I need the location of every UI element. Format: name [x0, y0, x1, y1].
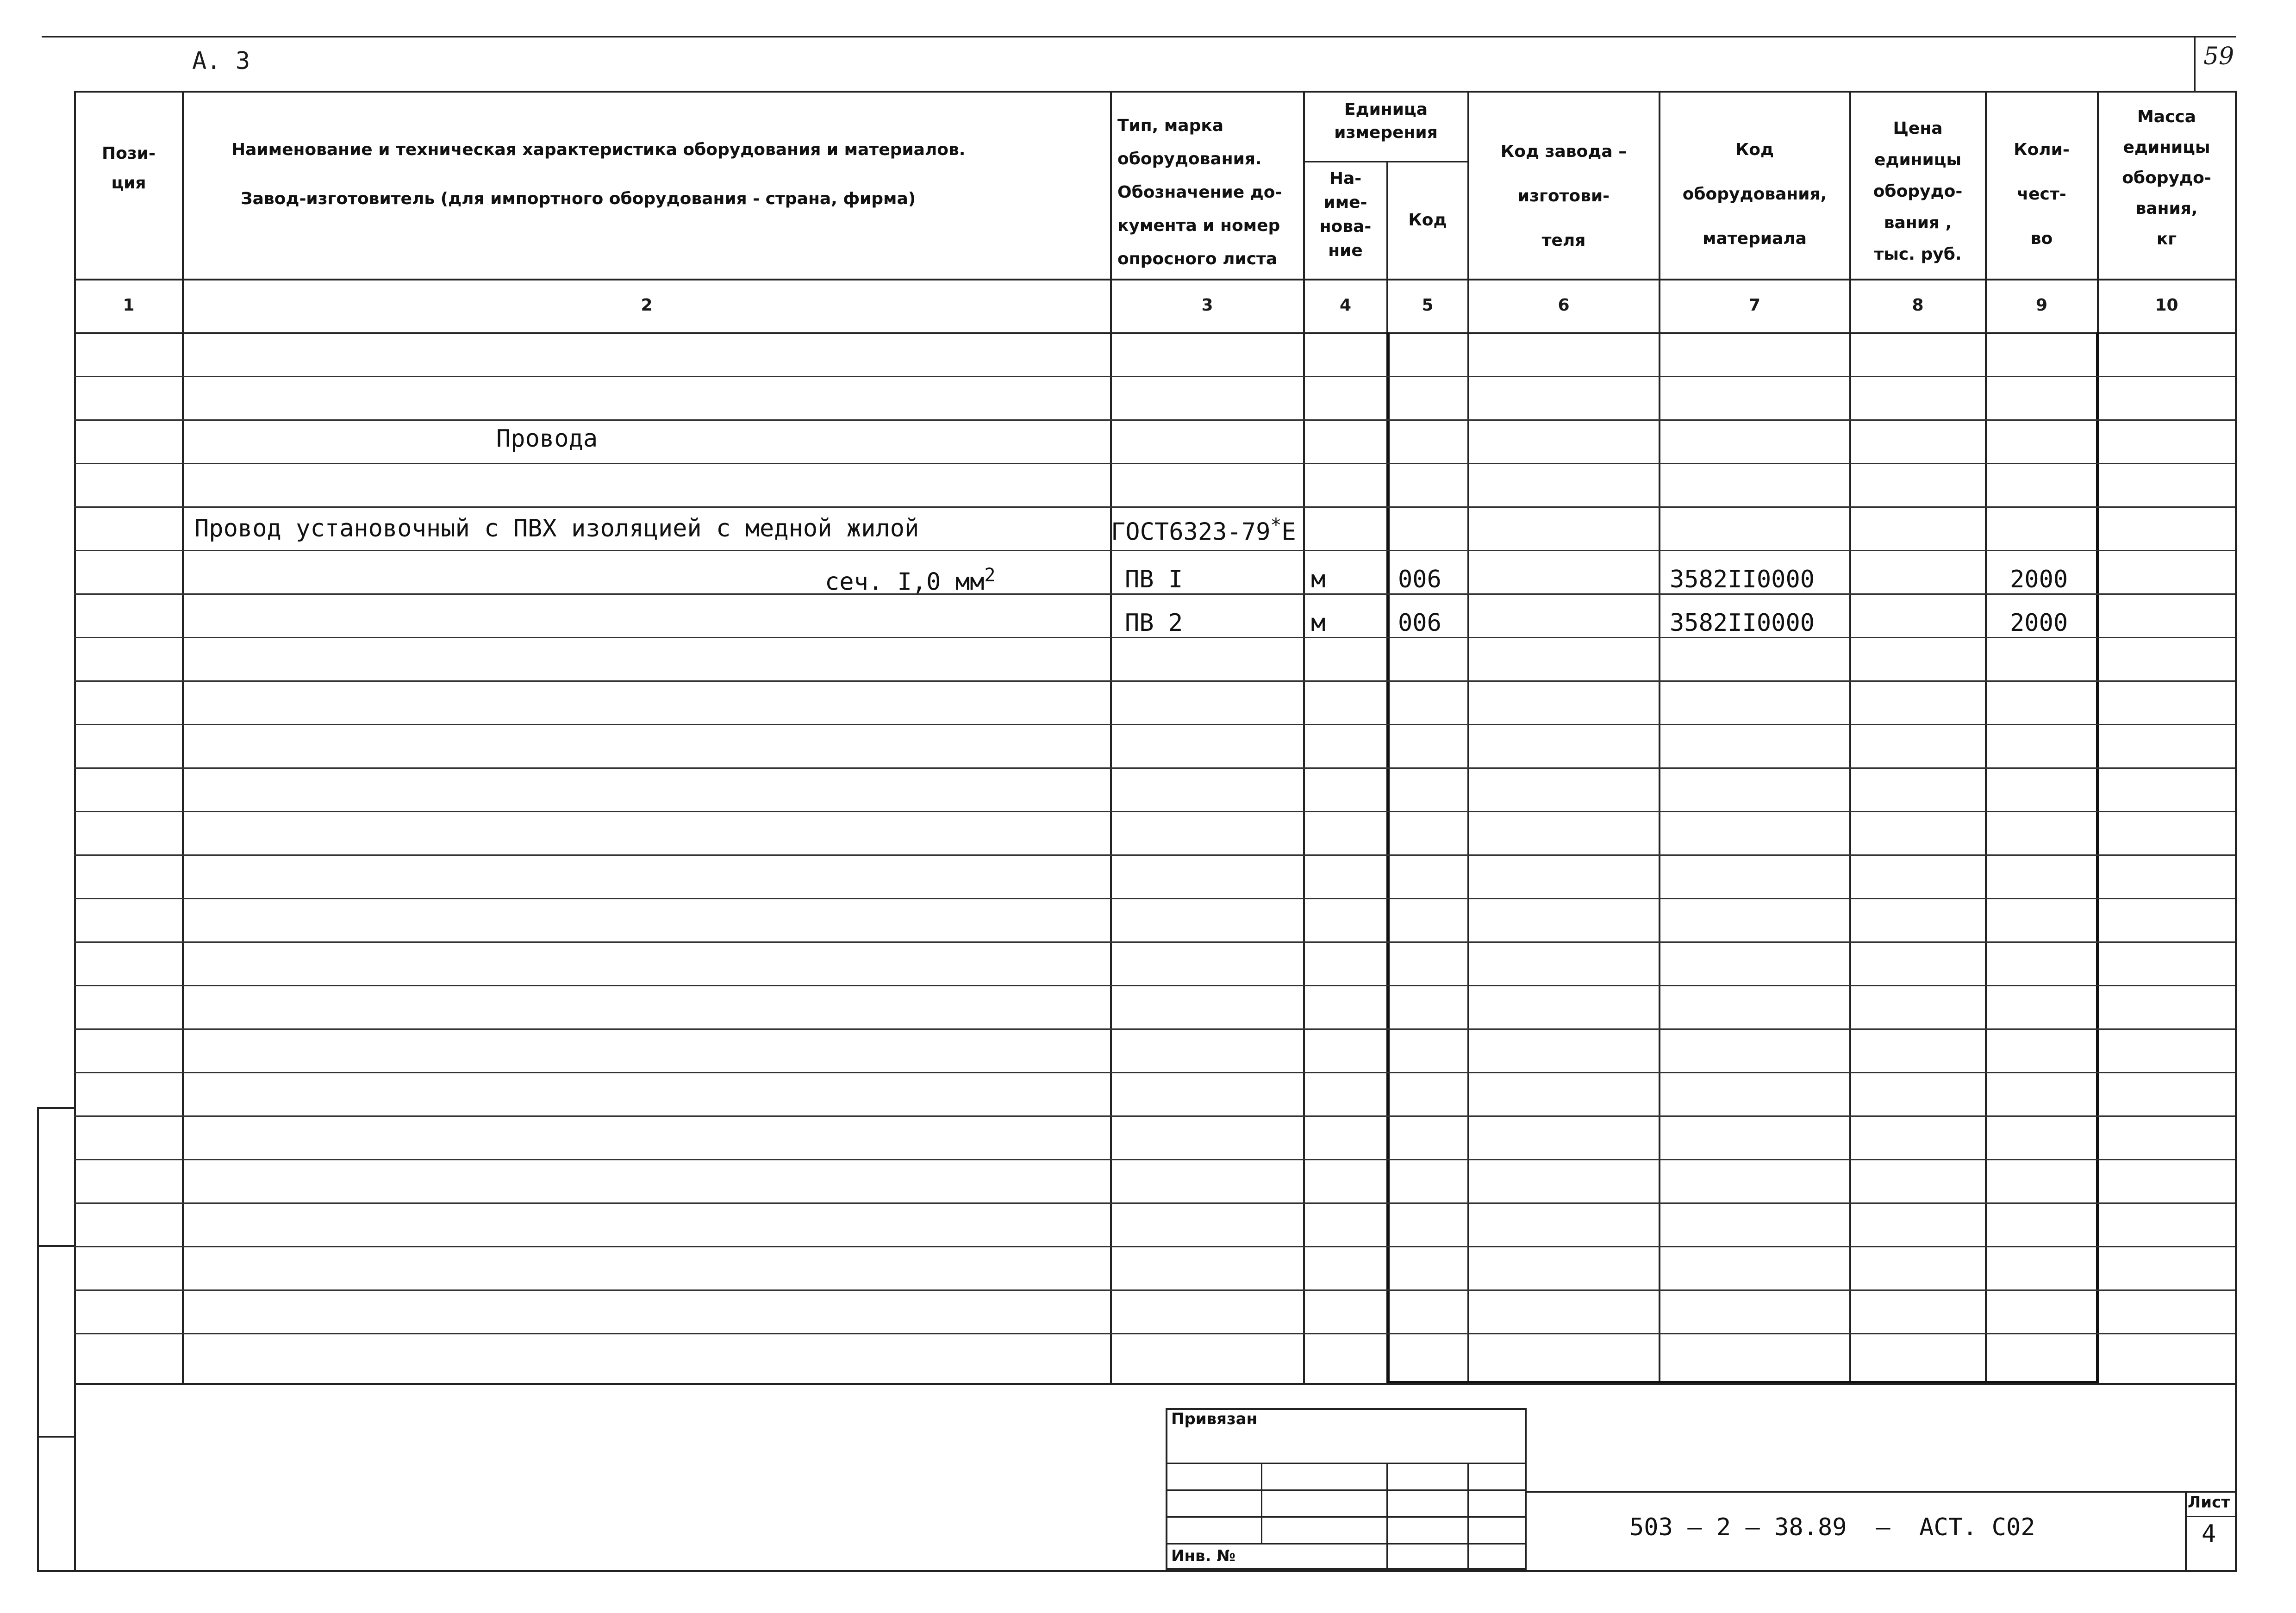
- col-sep-5: [1467, 91, 1469, 1384]
- title-block-bound-box: [1166, 1408, 1527, 1570]
- entry-unit-code: 006: [1398, 566, 1441, 593]
- row-line: [74, 637, 2235, 638]
- header-type: Тип, марка оборудования. Обозначение до- кумента и номер опросного листа: [1117, 116, 1282, 268]
- row-line: [74, 854, 2235, 856]
- colnum-5: 5: [1422, 296, 1434, 315]
- binding-edge: [37, 1107, 39, 1572]
- tb-line: [1166, 1516, 1527, 1518]
- header-unit-price: Цена единицы оборудо- вания , тыс. руб.: [1873, 119, 1963, 264]
- entry-material-code: 3582II0000: [1670, 609, 1815, 637]
- top-border: [42, 36, 2236, 37]
- entry-quantity: 2000: [2010, 609, 2068, 637]
- sheet-value: 4: [2202, 1520, 2216, 1548]
- thick-box-left: [1386, 332, 1390, 1384]
- row-line: [74, 985, 2235, 986]
- item-section-sup: 2: [984, 565, 996, 586]
- row-line: [74, 1028, 2235, 1030]
- col-sep-8: [1985, 91, 1987, 1384]
- col-sep-10: [2235, 91, 2237, 1572]
- entry-type: ПВ I: [1125, 566, 1183, 593]
- row-line: [74, 376, 2235, 377]
- colnum-1: 1: [123, 296, 135, 315]
- col-sep-6: [1659, 91, 1660, 1384]
- section-title: Провода: [496, 425, 598, 453]
- tb-line: [1166, 1489, 1527, 1491]
- header-unit-name: На- име- нова- ние: [1319, 169, 1372, 260]
- header-factory-code: Код завода – изготови- теля: [1500, 142, 1627, 250]
- row-line: [74, 680, 2235, 682]
- entry-material-code: 3582II0000: [1670, 566, 1815, 593]
- col-sep-3: [1303, 91, 1305, 1384]
- item-standard-tail: Е: [1281, 518, 1296, 546]
- header-unit-code: Код: [1408, 211, 1447, 230]
- row-line: [74, 1333, 2235, 1334]
- tb-line: [1166, 1543, 1527, 1544]
- item-section: [825, 565, 995, 596]
- header-unit-mass: Масса единицы оборудо- вания, кг: [2122, 107, 2211, 249]
- item-standard-sup: *: [1270, 515, 1282, 536]
- tb-vline: [1467, 1463, 1469, 1570]
- colnum-9: 9: [2035, 296, 2048, 315]
- page-bottom: [37, 1570, 2237, 1572]
- colnum-7: 7: [1748, 296, 1761, 315]
- tb-vline: [1386, 1463, 1388, 1570]
- tb-line: [1166, 1463, 1527, 1464]
- item-name: Провод установочный с ПВХ изоляцией с медной жилой: [194, 515, 919, 542]
- colnum-6: 6: [1558, 296, 1570, 315]
- row-line: [74, 506, 2235, 508]
- colnum-bottom: [74, 332, 2235, 334]
- row-line: [74, 811, 2235, 812]
- header-name-line2: Завод-изготовитель (для импортного оборудования - страна, фирма): [241, 189, 916, 208]
- header-unit-group: Единица измерения: [1334, 100, 1438, 142]
- bound-label: Привязан: [1171, 1410, 1258, 1428]
- header-equipment-code: Код оборудования, материала: [1682, 140, 1827, 248]
- thick-box-right: [2096, 332, 2099, 1384]
- col-sep-2: [1110, 91, 1112, 1384]
- row-line: [74, 1159, 2235, 1160]
- row-line: [74, 1289, 2235, 1291]
- row-line: [74, 1202, 2235, 1204]
- row-line: [74, 724, 2235, 725]
- item-standard-text: ГОСТ6323-79: [1111, 518, 1271, 546]
- header-position: Пози- ция: [102, 144, 156, 193]
- colnum-2: 2: [641, 296, 653, 315]
- col-sep-1: [182, 91, 184, 1384]
- page-number: 59: [2203, 43, 2234, 70]
- row-line: [74, 767, 2235, 769]
- sheet-mark: А. 3: [192, 47, 250, 75]
- table-top: [74, 91, 2235, 93]
- row-line: [74, 550, 2235, 551]
- page-number-box-left: [2194, 36, 2196, 92]
- row-line: [74, 898, 2235, 899]
- entry-type: ПВ 2: [1125, 609, 1183, 637]
- col-sep-7: [1849, 91, 1851, 1384]
- unit-group-divider: [1303, 161, 1467, 162]
- sheet-box-divider: [2185, 1516, 2235, 1517]
- inv-label: Инв. №: [1171, 1547, 1236, 1565]
- doc-code: 503 – 2 – 38.89 – АСТ. С02: [1629, 1513, 2035, 1541]
- row-line: [74, 463, 2235, 464]
- item-section-text: сеч. I,0 мм: [825, 568, 985, 596]
- colnum-4: 4: [1339, 296, 1352, 315]
- row-line: [74, 593, 2235, 595]
- header-name-line1: Наименование и техническая характеристика оборудования и материалов.: [231, 140, 966, 159]
- header-quantity: Коли- чест- во: [2014, 140, 2070, 248]
- row-line: [74, 1246, 2235, 1247]
- binding-mark: [37, 1436, 74, 1438]
- entry-unit-code: 006: [1398, 609, 1441, 637]
- sheet-label: Лист: [2188, 1493, 2230, 1512]
- header-bottom: [74, 279, 2235, 280]
- row-line: [74, 419, 2235, 421]
- row-line: [74, 1115, 2235, 1117]
- table-body-bottom: [74, 1383, 2235, 1385]
- tb-vline: [1261, 1463, 1262, 1544]
- binding-mark: [37, 1245, 74, 1247]
- entry-unit: м: [1311, 566, 1326, 593]
- colnum-10: 10: [2155, 296, 2178, 315]
- row-line: [74, 1072, 2235, 1073]
- item-standard: [1111, 515, 1296, 546]
- entry-unit: м: [1311, 609, 1326, 637]
- binding-mark: [37, 1107, 74, 1109]
- doc-code-top: [1527, 1491, 2235, 1493]
- entry-quantity: 2000: [2010, 566, 2068, 593]
- row-line: [74, 941, 2235, 943]
- colnum-8: 8: [1912, 296, 1924, 315]
- colnum-3: 3: [1201, 296, 1213, 315]
